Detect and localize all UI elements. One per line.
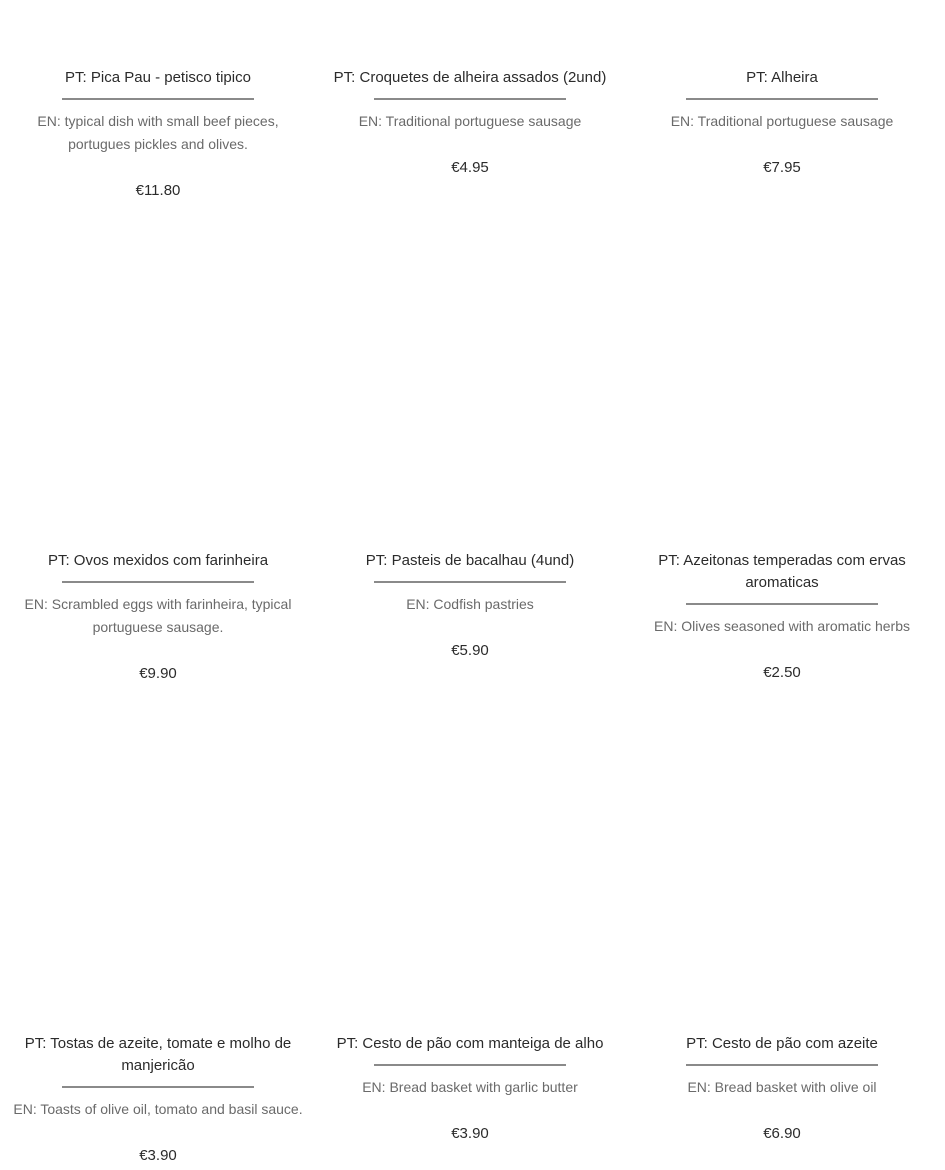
menu-item-price: €4.95 [451,159,489,176]
menu-item-title: PT: Cesto de pão com manteiga de alho [336,1035,604,1052]
menu-item-description: EN: Traditional portuguese sausage [670,113,894,129]
menu-item-title: PT: Ovos mexidos com farinheira [47,552,269,569]
menu-item-description: EN: Traditional portuguese sausage [358,113,582,129]
menu-item[interactable] [13,67,303,202]
menu-item[interactable] [325,67,615,179]
menu-item-divider [62,98,254,100]
menu-item-divider [62,1086,254,1088]
menu-item-divider [374,581,566,583]
menu-item-description: EN: Toasts of olive oil, tomato and basil sauce. [13,1101,303,1117]
menu-item-divider [374,98,566,100]
menu-item-price: €3.90 [451,1125,489,1142]
menu-item-price: €6.90 [763,1125,801,1142]
menu-item-divider [62,581,254,583]
menu-item-title: PT: Pica Pau - petisco tipico [65,69,251,86]
menu-item-divider [374,1064,566,1066]
menu-item-title: PT: Croquetes de alheira assados (2und) [333,69,607,86]
menu-item-price: €5.90 [451,642,489,659]
menu-item-divider [686,98,878,100]
menu-item-price: €3.90 [139,1147,177,1164]
menu-item-description: EN: Codfish pastries [406,596,534,612]
menu-item-title: PT: Tostas de azeite, tomate e molho de manjericão [24,1035,292,1074]
menu-item-title: PT: Cesto de pão com azeite [686,1035,878,1052]
menu-item-divider [686,603,878,605]
menu-item-description: EN: Bread basket with garlic butter [362,1079,578,1095]
menu-item-title: PT: Pasteis de bacalhau (4und) [365,552,575,569]
menu-item-price: €11.80 [135,182,181,199]
menu-item[interactable] [637,67,927,179]
menu-item-title: PT: Alheira [746,69,818,86]
menu-item[interactable] [637,550,927,684]
menu-item-description: EN: Scrambled eggs with farinheira, typical portuguese sausage. [24,596,292,635]
menu-item-price: €9.90 [139,665,177,682]
menu-item-description: EN: Olives seasoned with aromatic herbs [654,618,910,634]
menu-item[interactable] [13,1033,303,1167]
menu-item[interactable] [637,1033,927,1145]
menu-item-title: PT: Azeitonas temperadas com ervas aromaticas [658,552,906,591]
menu-item-description: EN: Bread basket with olive oil [687,1079,877,1095]
menu-item-price: €2.50 [763,664,801,681]
menu-item[interactable] [13,550,303,685]
menu-item-divider [686,1064,878,1066]
menu-item-price: €7.95 [763,159,801,176]
menu-item-description: EN: typical dish with small beef pieces, portugues pickles and olives. [37,113,279,152]
menu-item[interactable] [325,550,615,662]
menu-item[interactable] [325,1033,615,1145]
